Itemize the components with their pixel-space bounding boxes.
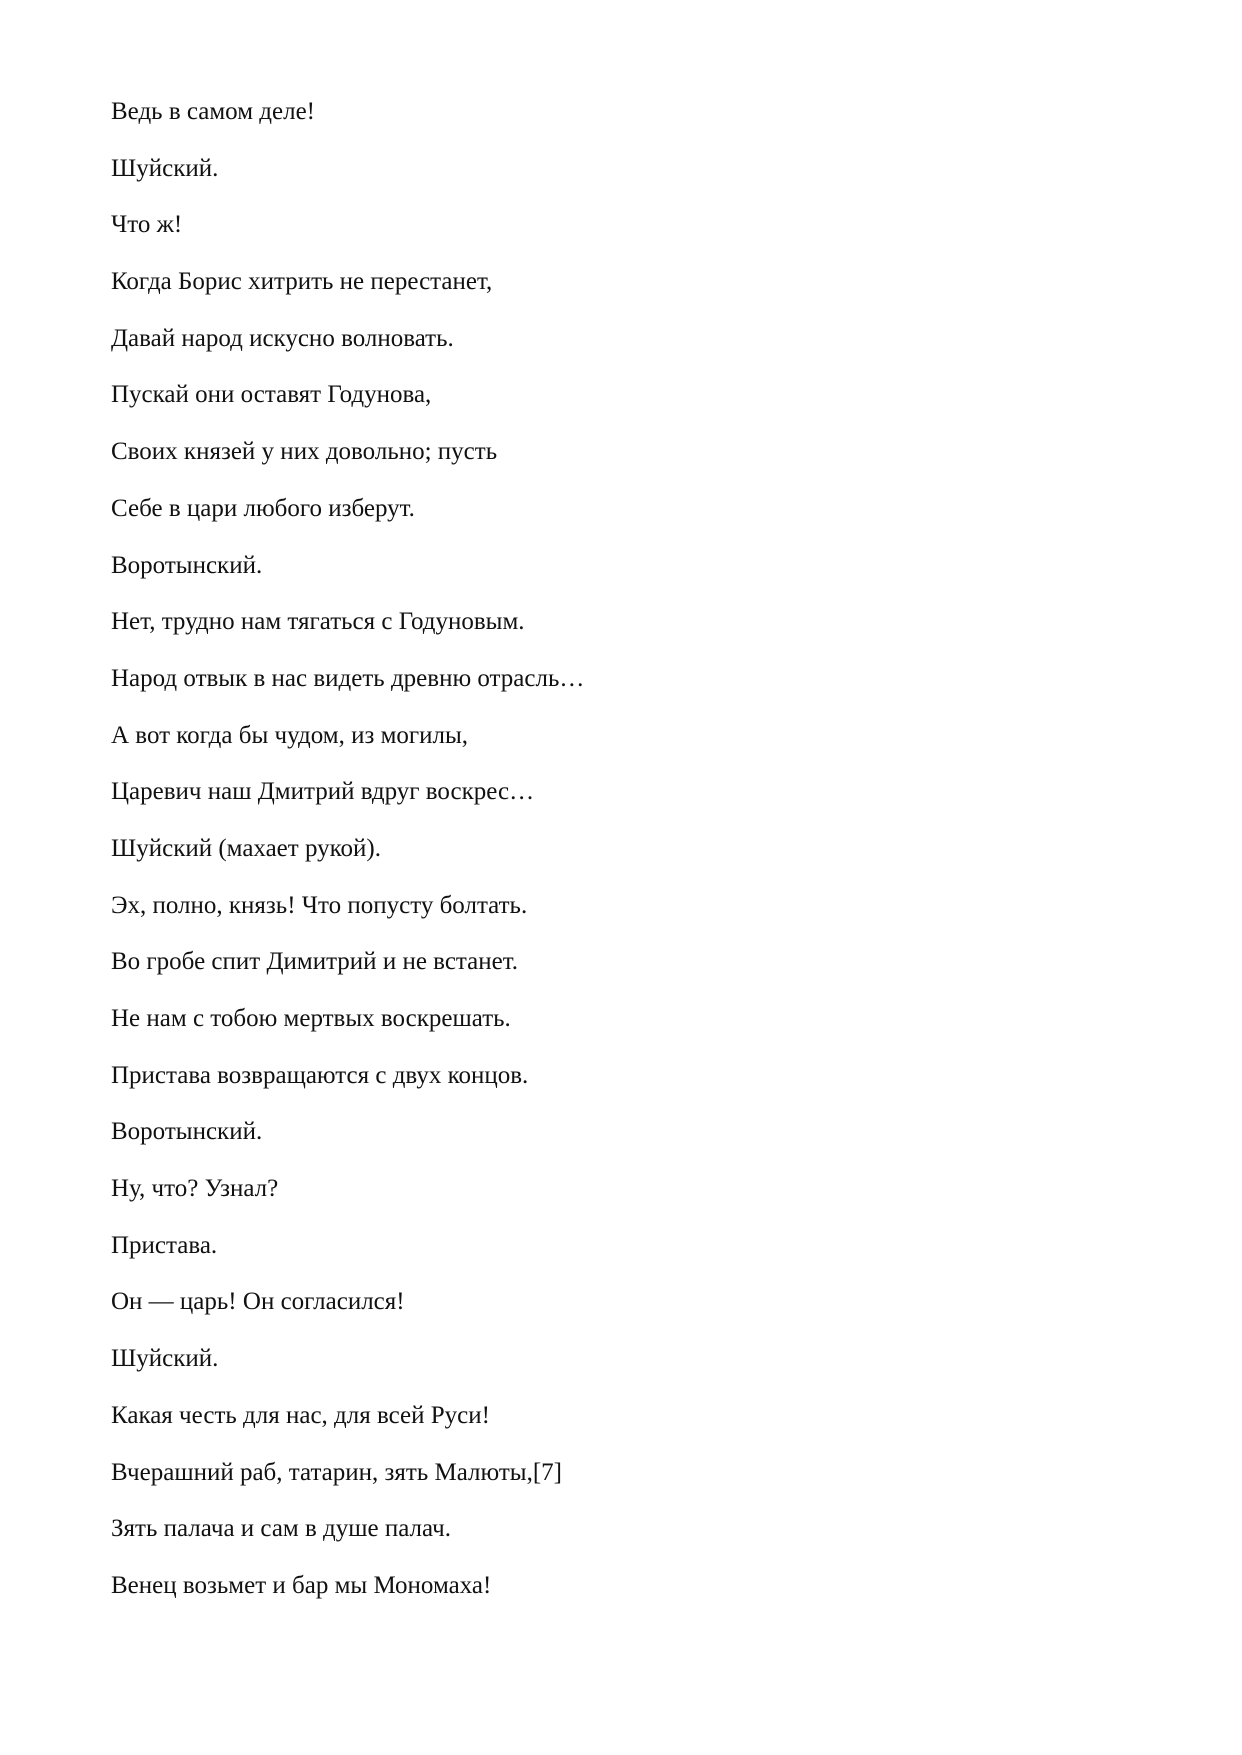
text-line: Какая честь для нас, для всей Руси! — [111, 1401, 490, 1429]
text-line: Народ отвык в нас видеть древню отрасль… — [111, 664, 585, 692]
stage-direction-line: Пристава возвращаются с двух концов. — [111, 1061, 529, 1089]
text-line: Эх, полно, князь! Что попусту болтать. — [111, 891, 528, 919]
text-line: Своих князей у них довольно; пусть — [111, 438, 498, 466]
text-line: Зять палача и сам в душе палач. — [111, 1515, 451, 1543]
text-line: Не нам с тобою мертвых воскрешать. — [111, 1005, 511, 1032]
text-line: Венец возьмет и бар мы Мономаха! — [111, 1571, 492, 1599]
text-line: Ведь в самом деле! — [111, 98, 315, 125]
text-line: Когда Борис хитрить не перестанет, — [111, 268, 493, 296]
speaker-line: Шуйский. — [111, 154, 219, 182]
text-body — [111, 99, 584, 1630]
text-line: Вчерашний раб, татарин, зять Малюты,[7] — [111, 1458, 562, 1486]
text-line: А вот когда бы чудом, из могилы, — [111, 721, 469, 749]
text-line: Пускай они оставят Годунова, — [111, 381, 432, 409]
text-line: Он — царь! Он согласился! — [111, 1288, 405, 1316]
text-line: Ну, что? Узнал? — [111, 1175, 279, 1203]
text-line: Нет, трудно нам тягаться с Годуновым. — [111, 608, 525, 636]
speaker-line: Пристава. — [111, 1231, 218, 1259]
speaker-line: Шуйский (махает рукой). — [111, 834, 381, 862]
speaker-line: Воротынский. — [111, 1118, 263, 1146]
text-line: Царевич наш Дмитрий вдруг воскрес… — [111, 778, 535, 806]
text-line: Давай народ искусно волновать. — [111, 324, 454, 352]
text-line: Во гробе спит Димитрий и не встанет. — [111, 948, 519, 976]
text-line: Себе в цари любого изберут. — [111, 494, 415, 522]
speaker-line: Воротынский. — [111, 551, 263, 579]
text-line: Что ж! — [111, 211, 183, 239]
speaker-line: Шуйский. — [111, 1345, 219, 1373]
